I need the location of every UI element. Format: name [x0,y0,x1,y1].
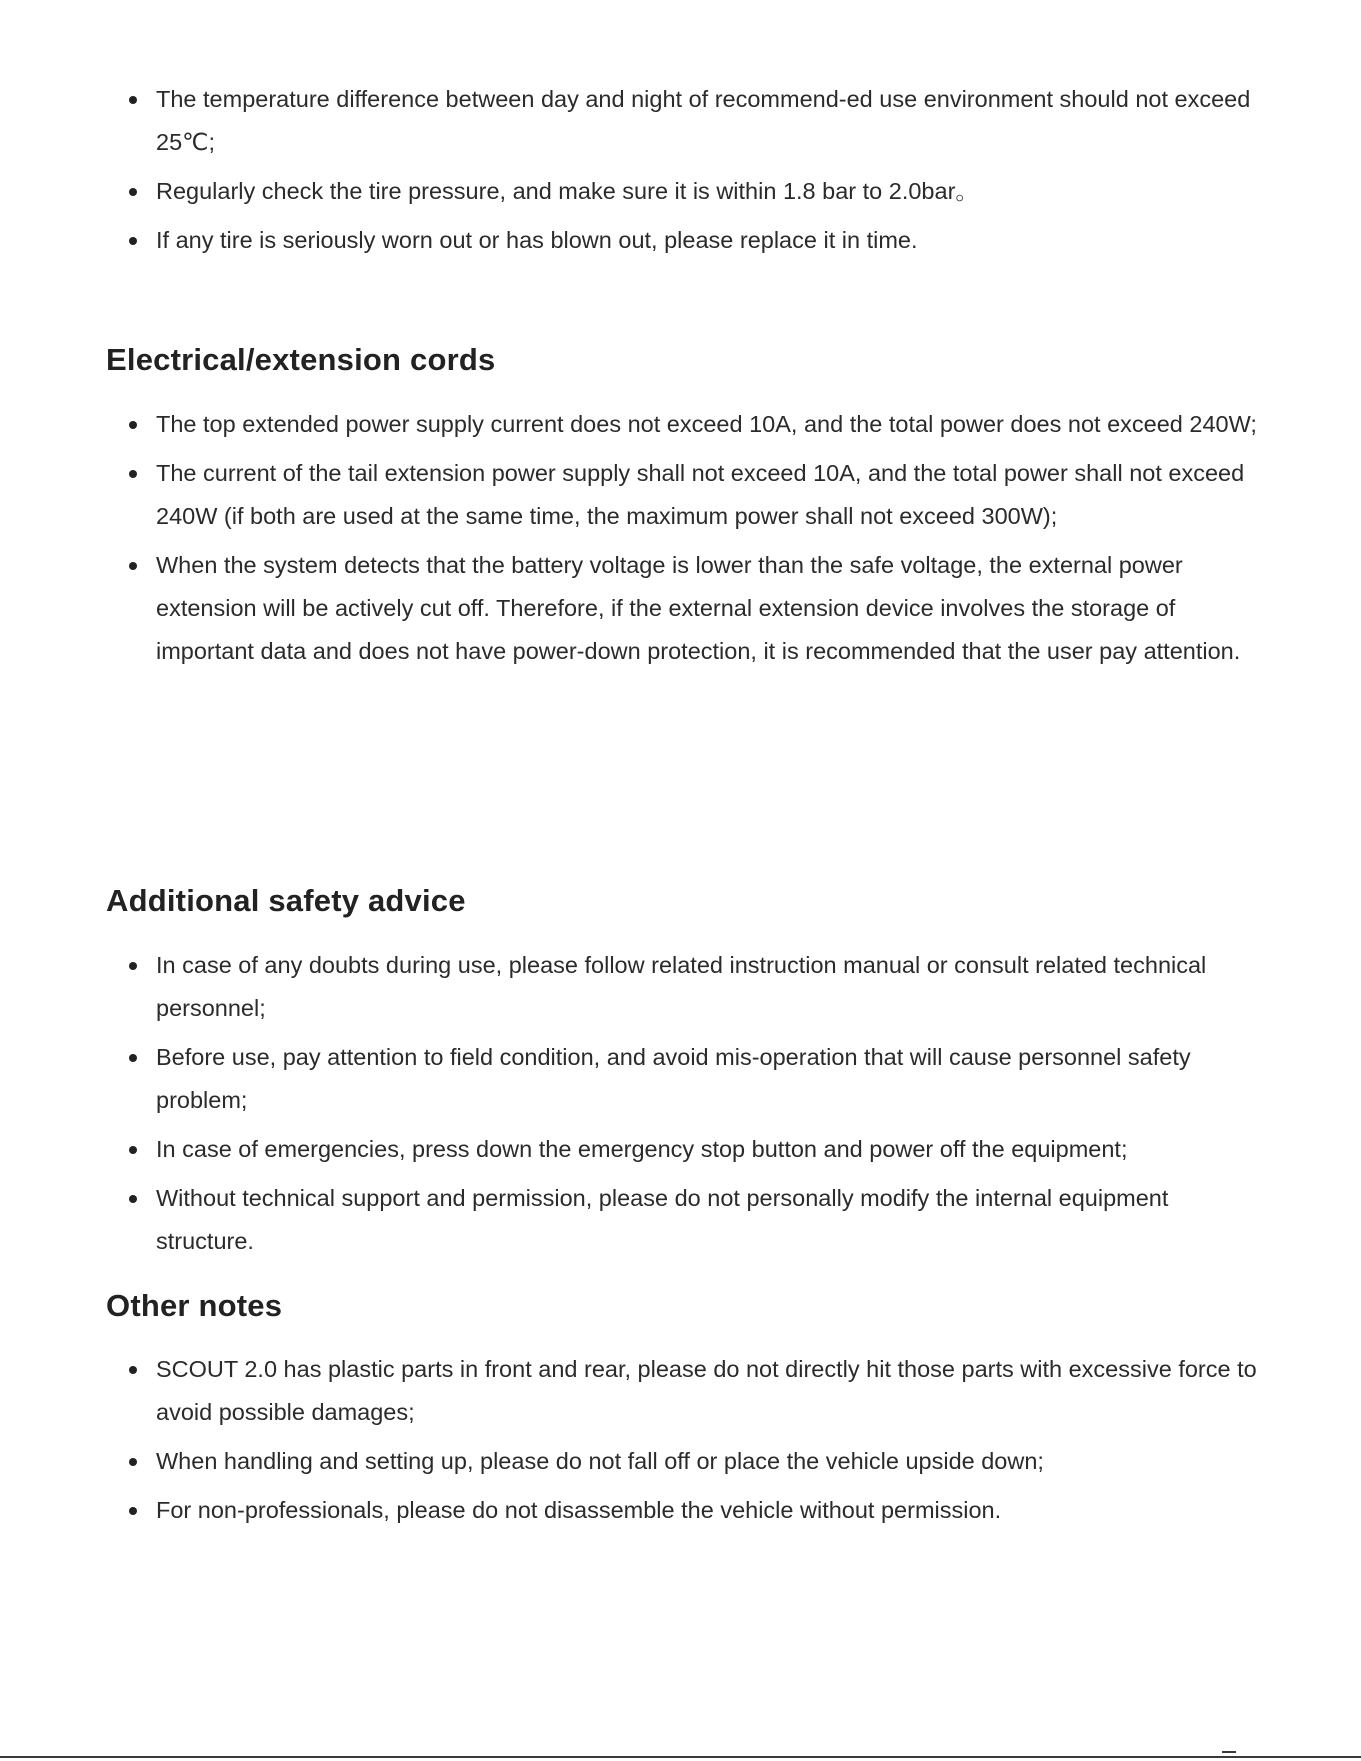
section-heading: Additional safety advice [106,883,466,918]
footer-rule-tab [1222,1751,1236,1753]
section-heading: Other notes [106,1288,283,1323]
electrical-section [106,340,1266,380]
list-item: Before use, pay attention to field condition, and avoid mis-operation that will cause personnel safety problem; [106,1036,1266,1122]
electrical-list [106,403,1266,673]
list-item: In case of emergencies, press down the emergency stop button and power off the equipment; [106,1128,1266,1171]
list-item: The current of the tail extension power supply shall not exceed 10A, and the total power shall not exceed 240W (if both are used at the same time, the maximum power shall not exceed 300W); [106,452,1266,538]
list-item: SCOUT 2.0 has plastic parts in front and rear, please do not directly hit those parts with excessive force to avoid possible damages; [106,1348,1266,1434]
other-list-block [106,1348,1266,1538]
safety-list [106,944,1266,1263]
list-item: In case of any doubts during use, please follow related instruction manual or consult related technical personnel; [106,944,1266,1030]
footer-rule [0,1756,1361,1758]
other-section [106,1286,1266,1326]
intro-list [106,78,1266,262]
section-heading: Electrical/extension cords [106,342,496,377]
list-item: The temperature difference between day and night of recommend-ed use environment should not exceed 25℃; [106,78,1266,164]
intro-section [106,78,1266,268]
safety-section [106,881,1266,921]
list-item: The top extended power supply current does not exceed 10A, and the total power does not exceed 240W; [106,403,1266,446]
list-item: Regularly check the tire pressure, and make sure it is within 1.8 bar to 2.0bar。 [106,170,1266,213]
electrical-list-block [106,403,1266,679]
list-item: For non-professionals, please do not disassemble the vehicle without permission. [106,1489,1266,1532]
other-list [106,1348,1266,1532]
safety-list-block [106,944,1266,1269]
list-item: If any tire is seriously worn out or has blown out, please replace it in time. [106,219,1266,262]
list-item: Without technical support and permission, please do not personally modify the internal equipment structure. [106,1177,1266,1263]
list-item: When the system detects that the battery voltage is lower than the safe voltage, the external power extension will be actively cut off. Therefore, if the external extension device involves the storage of important data and does not have power-down protection, it is recommended that the user pay attention. [106,544,1266,673]
list-item: When handling and setting up, please do not fall off or place the vehicle upside down; [106,1440,1266,1483]
